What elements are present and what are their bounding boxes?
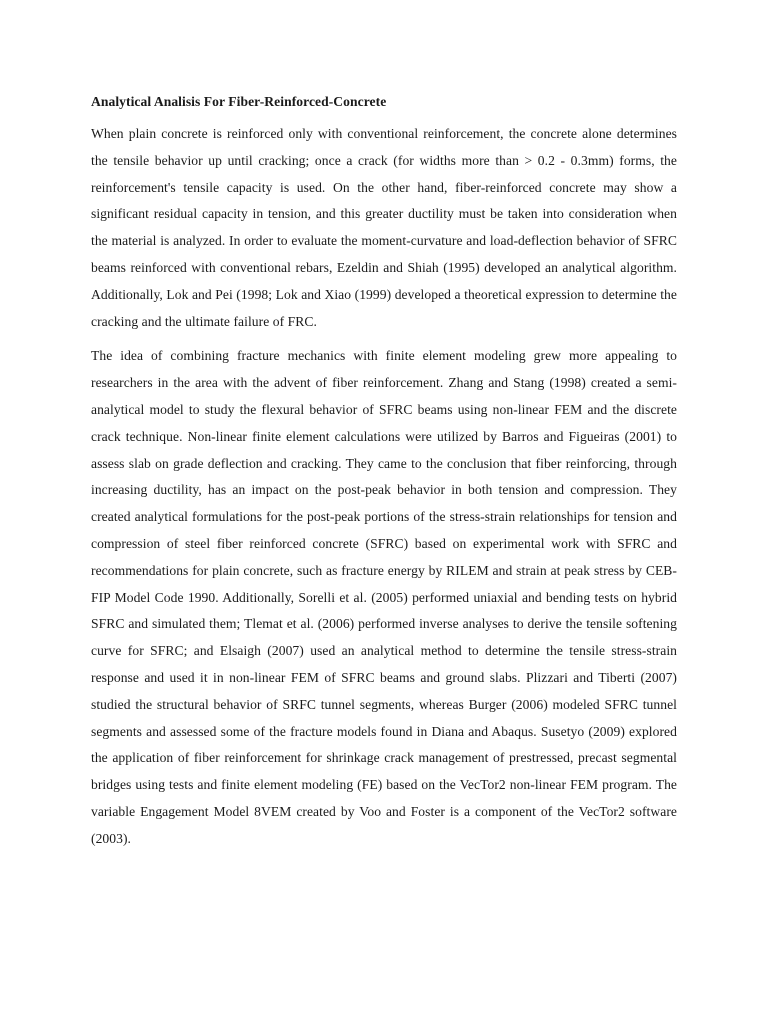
document-title: Analytical Analisis For Fiber-Reinforced-Concrete <box>91 94 387 109</box>
paragraph-2: The idea of combining fracture mechanics with finite element modeling grew more appealing to researchers in the area with the advent of fiber reinforcement. Zhang and Stang (1998) created a semi-analytical model to study the flexural behavior of SFRC beams using non-linear FEM and the discrete crack technique. Non-linear finite element calculations were utilized by Barros and Figueiras (2001) to assess slab on grade deflection and cracking. They came to the conclusion that fiber reinforcing, through increasing ductility, has an impact on the post-peak behavior in both tension and compression. They created analytical formulations for the post-peak portions of the stress-strain relationships for tension and compression of steel fiber reinforced concrete (SFRC) based on experimental work with SFRC and recommendations for plain concrete, such as fracture energy by RILEM and strain at peak stress by CEB-FIP Model Code 1990. Additionally, Sorelli et al. (2005) performed uniaxial and bending tests on hybrid SFRC and simulated them; Tlemat et al. (2006) performed inverse analyses to derive the tensile softening curve for SFRC; and Elsaigh (2007) used an analytical method to determine the tensile stress-strain response and used it in non-linear FEM of SFRC beams and ground slabs. Plizzari and Tiberti (2007) studied the structural behavior of SRFC tunnel segments, whereas Burger (2006) modeled SFRC tunnel segments and assessed some of the fracture models found in Diana and Abaqus. Susetyo (2009) explored the application of fiber reinforcement for shrinkage crack management of prestressed, precast segmental bridges using tests and finite element modeling (FE) based on the VecTor2 non-linear FEM program. The variable Engagement Model 8VEM created by Voo and Foster is a component of the VecTor2 software (2003). <box>91 348 677 846</box>
paragraph-1: When plain concrete is reinforced only with conventional reinforcement, the concrete alone determines the tensile behavior up until cracking; once a crack (for widths more than > 0.2 - 0.3mm) forms, the reinforcement's tensile capacity is used. On the other hand, fiber-reinforced concrete may show a significant residual capacity in tension, and this greater ductility must be taken into consideration when the material is analyzed. In order to evaluate the moment-curvature and load-deflection behavior of SFRC beams reinforced with conventional rebars, Ezeldin and Shiah (1995) developed an analytical algorithm. Additionally, Lok and Pei (1998; Lok and Xiao (1999) developed a theoretical expression to determine the cracking and the ultimate failure of FRC. <box>91 126 677 329</box>
document-body <box>91 92 677 861</box>
